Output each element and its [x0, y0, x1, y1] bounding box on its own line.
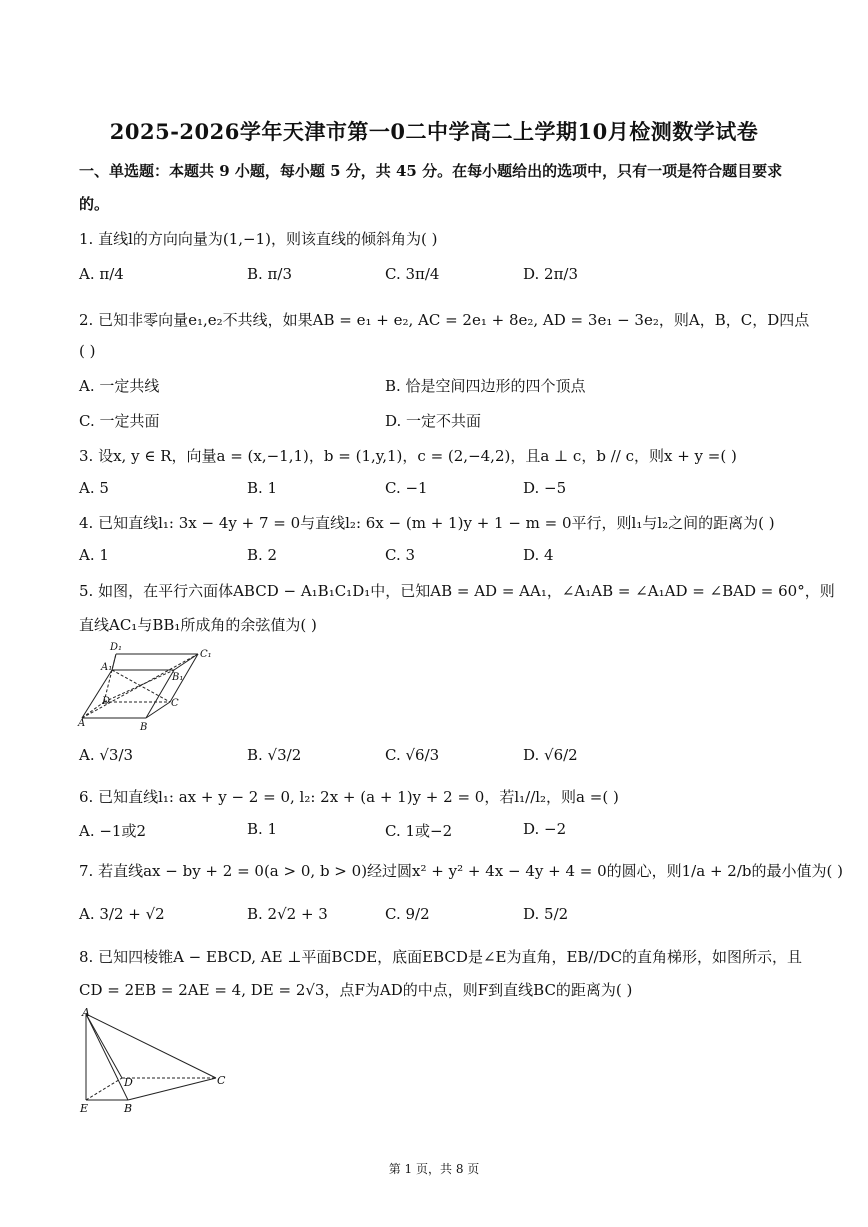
- label-c: C: [171, 698, 179, 709]
- q4-option-d: D. 4: [523, 546, 554, 564]
- question-2-stem: 2. 已知非零向量e₁,e₂不共线，如果AB = e₁ + e₂, AC = 2e₁ + 8e₂, AD = 3e₁ − 3e₂，则A，B，C，D四点: [79, 311, 810, 329]
- question-5-stem-cont: 直线AC₁与BB₁所成角的余弦值为( ): [79, 616, 317, 634]
- q3-option-c: C. −1: [385, 479, 428, 497]
- pyramid-figure: [76, 1006, 236, 1116]
- q5-option-a: A. √3/3: [79, 746, 134, 764]
- label-a: A: [78, 718, 86, 729]
- q6-option-d: D. −2: [523, 820, 567, 838]
- question-6-stem: 6. 已知直线l₁: ax + y − 2 = 0, l₂: 2x + (a + 1)y + 2 = 0，若l₁//l₂，则a =( ): [79, 788, 619, 806]
- q3-option-b: B. 1: [247, 479, 278, 497]
- edge-bc: [128, 1078, 216, 1100]
- question-8-stem: 8. 已知四棱锥A − EBCD, AE ⊥平面BCDE，底面EBCD是∠E为直角，EB//DC的直角梯形，如图所示，且: [79, 948, 803, 966]
- q5-option-d: D. √6/2: [523, 746, 578, 764]
- q3-option-a: A. 5: [79, 479, 109, 497]
- q1-option-a: A. π/4: [79, 265, 124, 283]
- edge-bc: [146, 702, 170, 718]
- q7-option-c: C. 9/2: [385, 905, 430, 923]
- q5-option-c: C. √6/3: [385, 746, 440, 764]
- section-heading-cont: 的。: [79, 195, 110, 213]
- label-c: C: [217, 1074, 226, 1087]
- q4-option-b: B. 2: [247, 546, 278, 564]
- q2-option-c: C. 一定共面: [79, 412, 160, 430]
- q5-option-b: B. √3/2: [247, 746, 302, 764]
- label-d1: D₁: [110, 642, 123, 653]
- label-b: B: [124, 1102, 133, 1115]
- q2-option-b: B. 恰是空间四边形的四个顶点: [385, 377, 586, 395]
- q7-option-b: B. 2√2 + 3: [247, 905, 328, 923]
- q6-option-a: A. −1或2: [79, 822, 147, 840]
- question-1-stem: 1. 直线l的方向向量为(1,−1)，则该直线的倾斜角为( ): [79, 230, 438, 248]
- edge-ad: [86, 1014, 122, 1078]
- label-d: D: [102, 696, 111, 707]
- label-b: B: [140, 722, 148, 732]
- label-a: A: [82, 1006, 90, 1019]
- q2-option-d: D. 一定不共面: [385, 412, 482, 430]
- edge-ab: [86, 1014, 128, 1100]
- edge-ac: [86, 1014, 216, 1078]
- edge-aa1: [82, 670, 112, 718]
- question-4-stem: 4. 已知直线l₁: 3x − 4y + 7 = 0与直线l₂: 6x − (m + 1)y + 1 − m = 0平行，则l₁与l₂之间的距离为( ): [79, 514, 775, 532]
- parallelepiped-figure: [76, 640, 216, 732]
- edge-ed: [86, 1078, 122, 1100]
- question-7-stem: 7. 若直线ax − by + 2 = 0(a > 0, b > 0)经过圆x² + y² + 4x − 4y + 4 = 0的圆心，则1/a + 2/b的最小值为( ): [79, 862, 843, 880]
- question-3-stem: 3. 设x, y ∈ R，向量a = (x,−1,1)，b = (1,y,1)，c = (2,−4,2)，且a ⊥ c，b // c，则x + y =( ): [79, 447, 737, 465]
- label-d: D: [124, 1076, 133, 1089]
- q3-option-d: D. −5: [523, 479, 567, 497]
- edge-ad: [82, 702, 104, 718]
- edge-b1c1: [174, 654, 198, 670]
- question-2-stem-cont: ( ): [79, 342, 96, 360]
- q4-option-a: A. 1: [79, 546, 109, 564]
- section-heading: 一、单选题：本题共 9 小题，每小题 5 分，共 45 分。在每小题给出的选项中，只有一项是符合题目要求: [79, 162, 783, 180]
- page-footer: 第 1 页，共 8 页: [388, 1162, 480, 1176]
- question-8-stem-cont: CD = 2EB = 2AE = 4, DE = 2√3，点F为AD的中点，则F到直线BC的距离为( ): [79, 981, 633, 999]
- page-title: 2025-2026学年天津市第一0二中学高二上学期10月检测数学试卷: [109, 119, 759, 144]
- q1-option-b: B. π/3: [247, 265, 293, 283]
- q1-option-c: C. 3π/4: [385, 265, 440, 283]
- question-5-stem: 5. 如图，在平行六面体ABCD − A₁B₁C₁D₁中，已知AB = AD = AA₁，∠A₁AB = ∠A₁AD = ∠BAD = 60°，则: [79, 582, 835, 600]
- q7-option-d: D. 5/2: [523, 905, 569, 923]
- q1-option-d: D. 2π/3: [523, 265, 579, 283]
- q6-option-b: B. 1: [247, 820, 278, 838]
- label-e: E: [80, 1102, 89, 1115]
- label-c1: C₁: [200, 649, 212, 660]
- q2-option-a: A. 一定共线: [79, 377, 160, 395]
- label-b1: B₁: [172, 672, 184, 683]
- q7-option-a: A. 3/2 + √2: [79, 905, 165, 923]
- q6-option-c: C. 1或−2: [385, 822, 453, 840]
- label-a1: A₁: [101, 662, 113, 673]
- q4-option-c: C. 3: [385, 546, 416, 564]
- edge-bb1: [146, 670, 174, 718]
